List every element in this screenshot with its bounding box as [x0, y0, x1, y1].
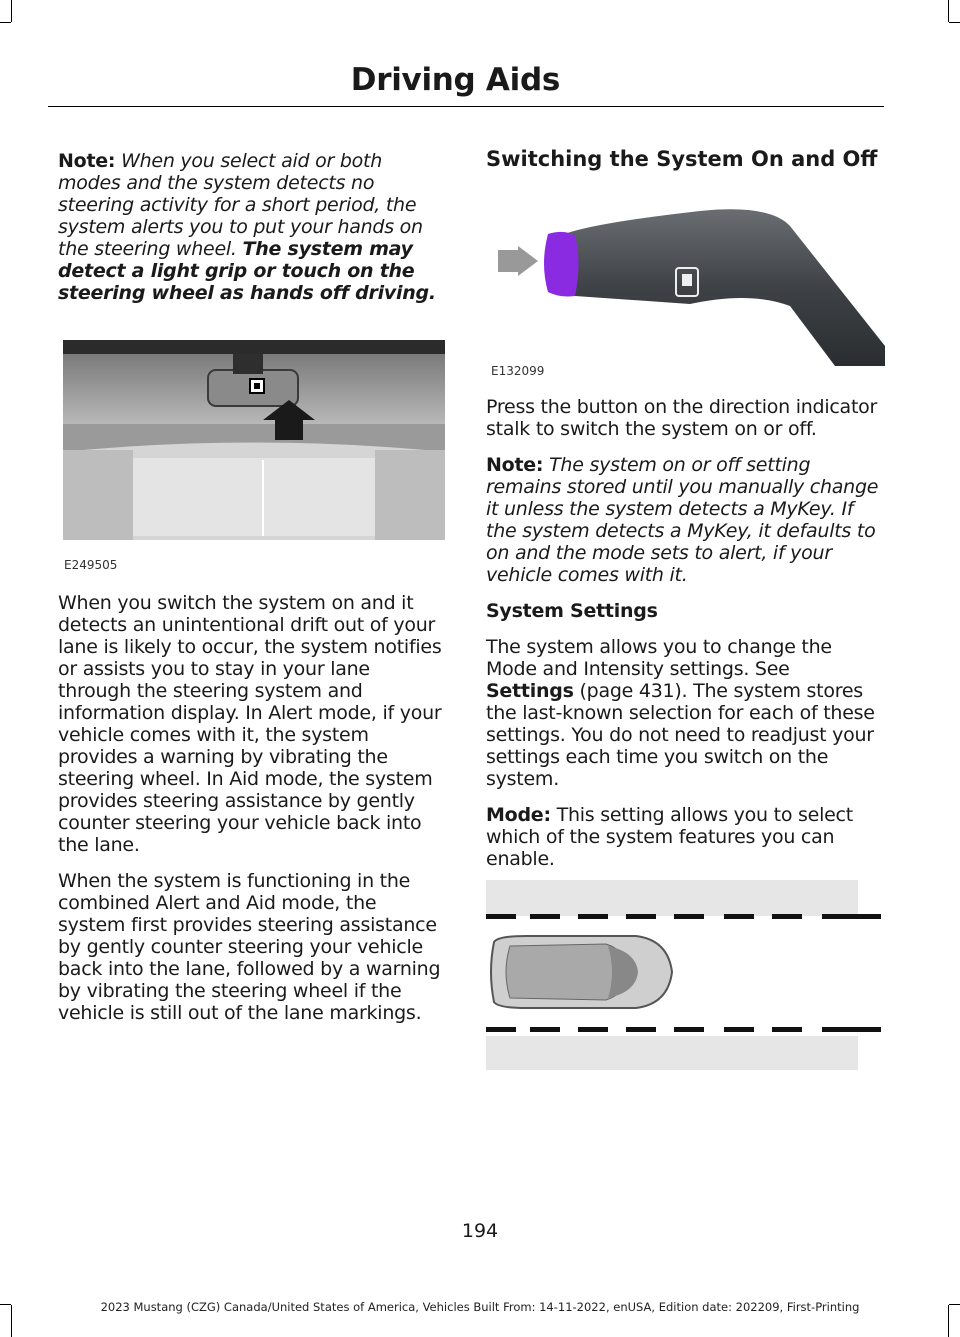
- figure-code: E132099: [491, 364, 545, 378]
- settings-text: (page 431). The system stores the last-known selection for each of these settings. You do not need to readjust your settings each time you switch on the system.: [486, 680, 875, 790]
- left-note: [58, 150, 444, 318]
- body-paragraph: When you switch the system on and it detects an unintentional drift out of your lane is likely to occur, the system notifies or assists you to stay in your lane through the steering system and information display. In Alert mode, if your vehicle comes with it, the system provides a warning by vibrating the steering wheel. In Aid mode, the system provides steering assistance by gently counter steering your vehicle back into the lane.: [58, 592, 442, 856]
- mode-label: Mode:: [486, 804, 551, 826]
- figure-code: E249505: [64, 558, 118, 572]
- rearview-mirror-figure: [63, 340, 445, 540]
- stalk-button: [544, 232, 579, 297]
- subsection-heading: System Settings: [486, 600, 658, 622]
- note-text: When you select aid or both modes and the system detects no steering activity for a short period, the system alerts you to put your hands on the steering wheel.: [58, 150, 423, 260]
- body-paragraph: When the system is functioning in the combined Alert and Aid mode, the system first provides steering assistance by gently counter steering your vehicle back into the lane, followed by a warning by vibrating the steering wheel if the vehicle is still out of the lane markings.: [58, 870, 441, 1024]
- direction-indicator-stalk-figure: [490, 196, 885, 366]
- page-title: Driving Aids: [350, 62, 560, 98]
- note-label: Note:: [58, 150, 116, 172]
- car-icon: [491, 936, 672, 1008]
- body-paragraph: Press the button on the direction indicator stalk to switch the system on or off.: [486, 396, 878, 440]
- right-body: [486, 396, 882, 884]
- note-label: Note:: [486, 454, 544, 476]
- settings-text: The system allows you to change the Mode and Intensity settings. See: [486, 636, 832, 680]
- crop-mark: [948, 0, 949, 22]
- lane-diagram-figure: [486, 880, 881, 1072]
- mode-text: This setting allows you to select which of the system features you can enable.: [486, 804, 853, 870]
- section-heading: Switching the System On and Off: [486, 147, 878, 171]
- crop-mark: [949, 22, 960, 23]
- note-emphasis: The system may detect a light grip or touch on the steering wheel as hands off driving.: [58, 238, 436, 304]
- header-divider: [48, 106, 884, 107]
- settings-link[interactable]: Settings: [486, 680, 574, 702]
- crop-mark: [0, 22, 11, 23]
- note-text: The system on or off setting remains stored until you manually change it unless the system detects a MyKey. If the system detects a MyKey, it defaults to on and the mode sets to alert, if your vehicle comes with it.: [486, 454, 879, 586]
- crop-mark: [11, 0, 12, 22]
- left-body: [58, 592, 444, 1038]
- page-number: 194: [461, 1220, 499, 1242]
- footer-text: 2023 Mustang (CZG) Canada/United States of America, Vehicles Built From: 14-11-2022, enUSA, Edition date: 202209, First-Printing: [100, 1300, 860, 1314]
